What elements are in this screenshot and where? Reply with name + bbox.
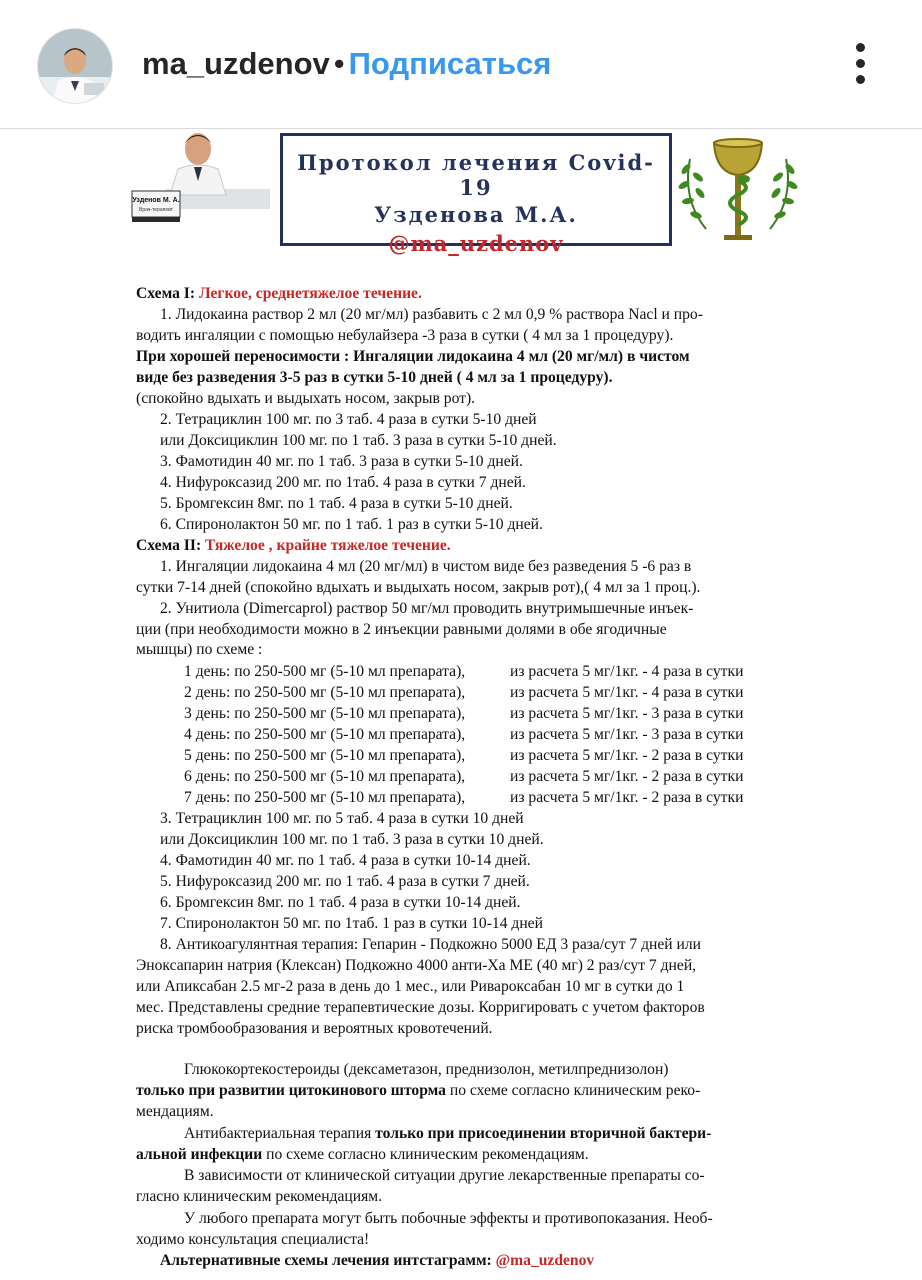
day-row-right: из расчета 5 мг/1кг. - 4 раза в сутки xyxy=(510,684,744,701)
nameplate-name: Узденов М. А. xyxy=(132,197,180,204)
cytokine-storm-emphasis: только при развитии цитокинового шторма xyxy=(136,1082,446,1099)
text-line: При хорошей переносимости : Ингаляции лидокаина 4 мл (20 мг/мл) в чистом xyxy=(136,348,690,365)
scheme1-heading xyxy=(136,284,422,305)
day-row-left: 4 день: по 250-500 мг (5-10 мл препарата), xyxy=(184,726,466,743)
scheme1-title: Легкое, среднетяжелое течение. xyxy=(198,285,422,302)
text-line: или Доксициклин 100 мг. по 1 таб. 3 раза в сутки 5-10 дней. xyxy=(160,432,557,449)
day-row-right: из расчета 5 мг/1кг. - 2 раза в сутки xyxy=(510,768,744,785)
post-image xyxy=(0,129,922,1280)
text-line: (спокойно вдыхать и выдыхать носом, закрыв рот). xyxy=(136,390,476,407)
day-row-right: из расчета 5 мг/1кг. - 2 раза в сутки xyxy=(510,747,744,764)
doctor-photo xyxy=(126,129,271,225)
text-line: У любого препарата могут быть побочные эффекты и противопоказания. Необ- xyxy=(184,1210,713,1227)
text-line: 3. Фамотидин 40 мг. по 1 таб. 3 раза в сутки 5-10 дней. xyxy=(160,453,523,470)
text-line: риска тромбообразования и вероятных кровотечений. xyxy=(136,1020,493,1037)
text-line: 2. Унитиола (Dimercaprol) раствор 50 мг/мл проводить внутримышечные инъек- xyxy=(160,600,694,617)
text-line: ходимо консультация специалиста! xyxy=(136,1231,370,1248)
day-row-left: 5 день: по 250-500 мг (5-10 мл препарата), xyxy=(184,747,466,764)
alt-label: Альтернативные схемы лечения интстаграмм: xyxy=(160,1252,496,1269)
text-line: мес. Представлены средние терапевтические дозы. Корригировать с учетом факторов xyxy=(136,999,705,1016)
text-span: по схеме согласно клиническим реко- xyxy=(445,1082,701,1099)
text-line: ции (при необходимости можно в 2 инъекции равными долями в обе ягодичные xyxy=(136,621,667,638)
text-line: 5. Нифуроксазид 200 мг. по 1 таб. 4 раза в сутки 7 дней. xyxy=(160,873,530,890)
text-line xyxy=(136,1081,700,1102)
text-line: 6. Бромгексин 8мг. по 1 таб. 4 раза в сутки 10-14 дней. xyxy=(160,894,521,911)
day-row-right: из расчета 5 мг/1кг. - 2 раза в сутки xyxy=(510,789,744,806)
text-line: водить ингаляции с помощью небулайзера -3 раза в сутки ( 4 мл за 1 процедуру). xyxy=(136,327,674,344)
text-line: 2. Тетрациклин 100 мг. по 3 таб. 4 раза в сутки 5-10 дней xyxy=(160,411,537,428)
text-line: 1. Ингаляции лидокаина 4 мл (20 мг/мл) в чистом виде без разведения 5 -6 раз в xyxy=(160,558,692,575)
scheme2-title: Тяжелое , крайне тяжелое течение. xyxy=(205,537,451,554)
scheme2-heading xyxy=(136,536,451,557)
banner-author: Узденова М.А. xyxy=(374,202,578,227)
day-row-left: 6 день: по 250-500 мг (5-10 мл препарата), xyxy=(184,768,466,785)
alternative-schemes-line xyxy=(160,1251,594,1272)
separator-dot: • xyxy=(333,46,345,81)
username-link[interactable]: ma_uzdenov xyxy=(142,46,330,81)
secondary-infection-emphasis: только при присоединении вторичной бактери- xyxy=(375,1125,712,1142)
text-line: мышцы) по схеме : xyxy=(136,641,263,658)
title-banner xyxy=(280,133,672,256)
day-row-right: из расчета 5 мг/1кг. - 3 раза в сутки xyxy=(510,726,744,743)
avatar[interactable] xyxy=(37,28,113,104)
secondary-infection-emphasis-2: альной инфекции xyxy=(136,1146,263,1163)
text-line: или Доксициклин 100 мг. по 1 таб. 3 раза в сутки 10 дней. xyxy=(160,831,544,848)
avatar-photo xyxy=(38,29,112,103)
day-row-left: 7 день: по 250-500 мг (5-10 мл препарата), xyxy=(184,789,466,806)
day-row-right: из расчета 5 мг/1кг. - 4 раза в сутки xyxy=(510,663,744,680)
text-line xyxy=(184,1124,711,1145)
text-line: 3. Тетрациклин 100 мг. по 5 таб. 4 раза в сутки 10 дней xyxy=(160,810,524,827)
text-line: мендациям. xyxy=(136,1103,214,1120)
text-span: по схеме согласно клиническим рекомендациям. xyxy=(262,1146,589,1163)
day-row-right: из расчета 5 мг/1кг. - 3 раза в сутки xyxy=(510,705,744,722)
text-line: Глюкокортекостероиды (дексаметазон, преднизолон, метилпреднизолон) xyxy=(184,1061,669,1078)
day-row-left: 1 день: по 250-500 мг (5-10 мл препарата), xyxy=(184,663,466,680)
text-line: или Апиксабан 2.5 мг-2 раза в день до 1 мес., или Ривароксабан 10 мг в сутки до 1 xyxy=(136,978,685,995)
text-line: 6. Спиронолактон 50 мг. по 1 таб. 1 раз в сутки 5-10 дней. xyxy=(160,516,543,533)
text-line: В зависимости от клинической ситуации другие лекарственные препараты со- xyxy=(184,1167,705,1184)
text-line: 4. Нифуроксазид 200 мг. по 1таб. 4 раза в сутки 7 дней. xyxy=(160,474,526,491)
text-line: 4. Фамотидин 40 мг. по 1 таб. 4 раза в сутки 10-14 дней. xyxy=(160,852,531,869)
scheme1-label: Схема I: xyxy=(136,285,196,302)
text-line xyxy=(136,1145,589,1166)
banner-handle: @ma_uzdenov xyxy=(388,231,564,256)
text-line: 7. Спиронолактон 50 мг. по 1таб. 1 раз в сутки 10-14 дней xyxy=(160,915,543,932)
scheme2-label: Схема II: xyxy=(136,537,202,554)
nameplate-title: Врач-терапевт xyxy=(139,207,173,213)
text-line: виде без разведения 3-5 раз в сутки 5-10 дней ( 4 мл за 1 процедуру). xyxy=(136,369,613,386)
text-line: 5. Бромгексин 8мг. по 1 таб. 4 раза в сутки 5-10 дней. xyxy=(160,495,513,512)
day-row-left: 3 день: по 250-500 мг (5-10 мл препарата), xyxy=(184,705,466,722)
text-line: Эноксапарин натрия (Клексан) Подкожно 4000 анти-Ха МЕ (40 мг) 2 раз/сут 7 дней, xyxy=(136,957,697,974)
text-line: 8. Антикоагулянтная терапия: Гепарин - Подкожно 5000 ЕД 3 раза/сут 7 дней или xyxy=(160,936,702,953)
text-span: Антибактериальная терапия xyxy=(184,1125,376,1142)
day-row-left: 2 день: по 250-500 мг (5-10 мл препарата), xyxy=(184,684,466,701)
text-line: сутки 7-14 дней (спокойно вдыхать и выдыхать носом, закрыв рот),( 4 мл за 1 проц.). xyxy=(136,579,701,596)
header-title xyxy=(142,44,551,84)
banner-title: Протокол лечения Covid-19 xyxy=(297,150,655,200)
more-options-icon[interactable] xyxy=(846,40,876,88)
text-line: гласно клиническим рекомендациям. xyxy=(136,1188,383,1205)
post-header xyxy=(0,0,922,129)
text-line: 1. Лидокаина раствор 2 мл (20 мг/мл) разбавить с 2 мл 0,9 % раствора Nacl и про- xyxy=(160,306,703,323)
alt-handle: @ma_uzdenov xyxy=(495,1252,595,1269)
follow-button[interactable]: Подписаться xyxy=(348,46,552,81)
medical-emblem-icon xyxy=(676,129,800,245)
